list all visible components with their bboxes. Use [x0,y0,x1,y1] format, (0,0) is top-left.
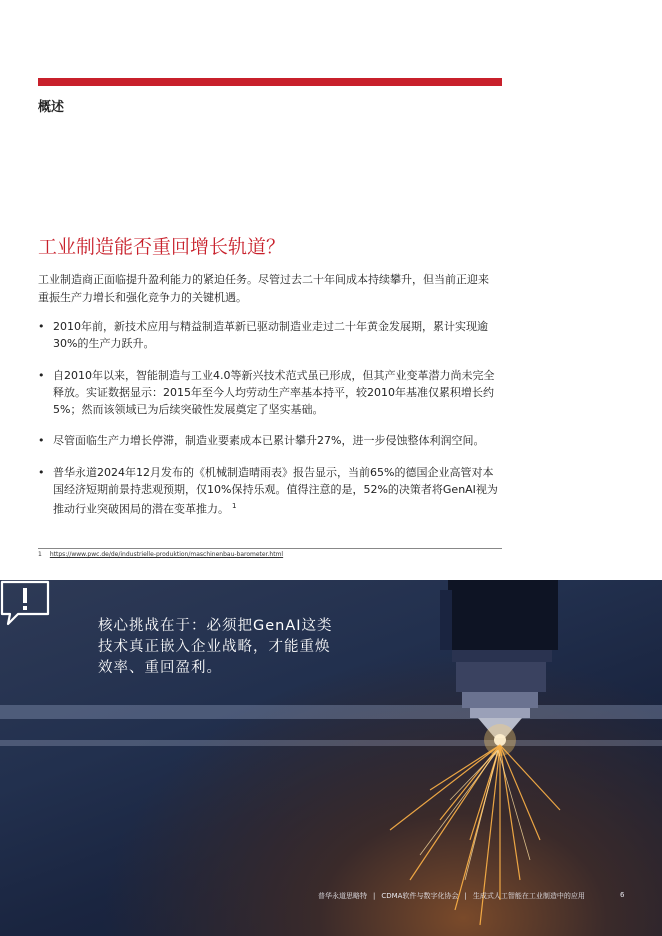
footnote-divider [38,548,502,549]
bullet-list [38,318,498,518]
section-accent-bar [38,78,502,86]
page-footer [318,891,585,901]
footnote-reference[interactable]: 1 [232,502,237,510]
footnote [38,551,283,558]
page-title: 工业制造能否重回增长轨道？ [38,236,286,258]
bullet-item [38,367,498,418]
footnote-link[interactable]: https://www.pwc.de/de/industrielle-produktion/maschinenbau-barometer.html [49,551,284,558]
hero-image [0,580,662,936]
bullet-text: 2010年前，新技术应用与精益制造革新已驱动制造业走过二十年黄金发展期，累计实现逾30%的生产力跃升。 [53,320,488,350]
bullet-text: 普华永道2024年12月发布的《机械制造晴雨表》报告显示，当前65%的德国企业高管对本国经济短期前景持悲观预期，仅10%保持乐观。值得注意的是，52%的决策者将GenAI视为推动行业突破困局的潜在变革推力。 [53,466,498,516]
bullet-text: 尽管面临生产力增长停滞，制造业要素成本已累计攀升27%，进一步侵蚀整体利润空间。 [53,434,485,447]
footer-org-2: CDMA软件与数字化协会 [381,892,459,900]
footnote-number: 1 [38,551,42,558]
footer-report-title: 生成式人工智能在工业制造中的应用 [472,892,585,900]
bullet-item [38,464,498,518]
alert-speech-bubble-icon [0,580,50,628]
footer-separator: | [373,892,376,900]
bullet-text: 自2010年以来，智能制造与工业4.0等新兴技术范式虽已形成，但其产业变革潜力尚未完全释放。实证数据显示：2015年至今人均劳动生产率基本持平，较2010年基准仅累积增长约5%；然而该领域已为后续突破性发展奠定了坚实基础。 [53,369,495,416]
section-label: 概述 [38,100,65,115]
intro-paragraph: 工业制造商正面临提升盈利能力的紧迫任务。尽管过去二十年间成本持续攀升，但当前正迎来重振生产力增长和强化竞争力的关键机遇。 [38,273,489,304]
bullet-item [38,432,498,449]
callout-text: 核心挑战在于：必须把GenAI这类技术真正嵌入企业战略，才能重焕效率、重回盈利。 [98,618,333,676]
footer-separator: | [464,892,467,900]
footer-org-1: 普华永道思略特 [318,892,367,900]
bullet-item [38,318,498,352]
page-number: 6 [620,891,625,899]
